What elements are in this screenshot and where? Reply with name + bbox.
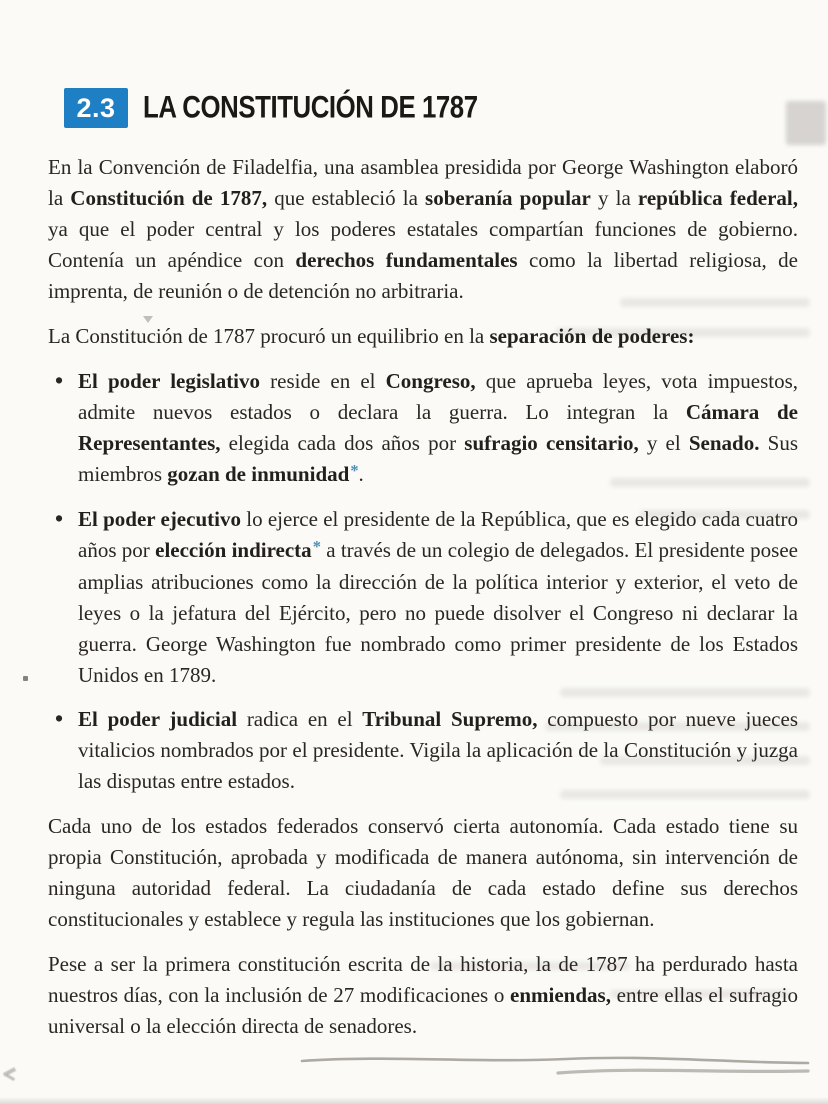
section-header	[64, 88, 798, 128]
section-number-badge	[64, 88, 128, 128]
body-text	[48, 152, 798, 1042]
paragraph-state-autonomy: Cada uno de los estados federados conservó cierta autonomía. Cada estado tiene su propia Constitución, aprobada y modificada de manera autónoma, sin intervención de ninguna autoridad federal. La ciudadanía de cada estado define sus derechos constitucionales y establece y regula las instituciones que los gobiernan.	[48, 814, 798, 931]
list-item-judicial-power: • El poder judicial radica en el Tribunal Supremo, compuesto por nueve jueces vitalicios nombrados por el presidente. Vigila la aplicación de la Constitución y juzga las disputas entre estados.	[48, 704, 798, 797]
page-title: LA CONSTITUCIÓN DE 1787	[143, 89, 478, 125]
powers-list	[48, 366, 798, 797]
paragraph-amendments: Pese a ser la primera constitución escrita de la historia, la de 1787 ha perdurado hasta nuestros días, con la inclusión de 27 modificaciones o enmiendas, entre ellas el sufragio universal o la elección directa de senadores.	[48, 952, 799, 1038]
section-number: 2.3	[76, 92, 116, 123]
paragraph-intro: En la Convención de Filadelfia, una asamblea presidida por George Washington elaboró la Constitución de 1787, que estableció la soberanía popular y la república federal, ya que el poder central y los poderes estatales compartían funciones de gobierno. Contenía un apéndice con derechos fundamentales como la libertad religiosa, de imprenta, de reunión o de detención no arbitraria.	[48, 155, 799, 303]
paragraph-separation-of-powers: La Constitución de 1787 procuró un equilibrio en la separación de poderes:	[48, 324, 695, 348]
pencil-underline	[296, 1046, 816, 1086]
smudge-mark	[143, 316, 153, 323]
pencil-tick-mark	[6, 1074, 15, 1081]
ink-speck	[23, 676, 28, 681]
list-item-executive-power: • El poder ejecutivo lo ejerce el presidente de la República, que es elegido cada cuatro años por elección indirecta* a través de un colegio de delegados. El presidente posee amplias atribuciones como la dirección de la política interior y exterior, el veto de leyes o la jefatura del Ejército, pero no puede disolver el Congreso ni declarar la guerra. George Washington fue nombrado como primer presidente de los Estados Unidos en 1789.	[48, 504, 798, 691]
scan-bottom-edge	[0, 1097, 828, 1104]
list-item-legislative-power: • El poder legislativo reside en el Congreso, que aprueba leyes, vota impuestos, admite nuevos estados o declara la guerra. Lo integran la Cámara de Representantes, elegida cada dos años por sufragio censitario, y el Senado. Sus miembros gozan de inmunidad*.	[48, 366, 798, 491]
